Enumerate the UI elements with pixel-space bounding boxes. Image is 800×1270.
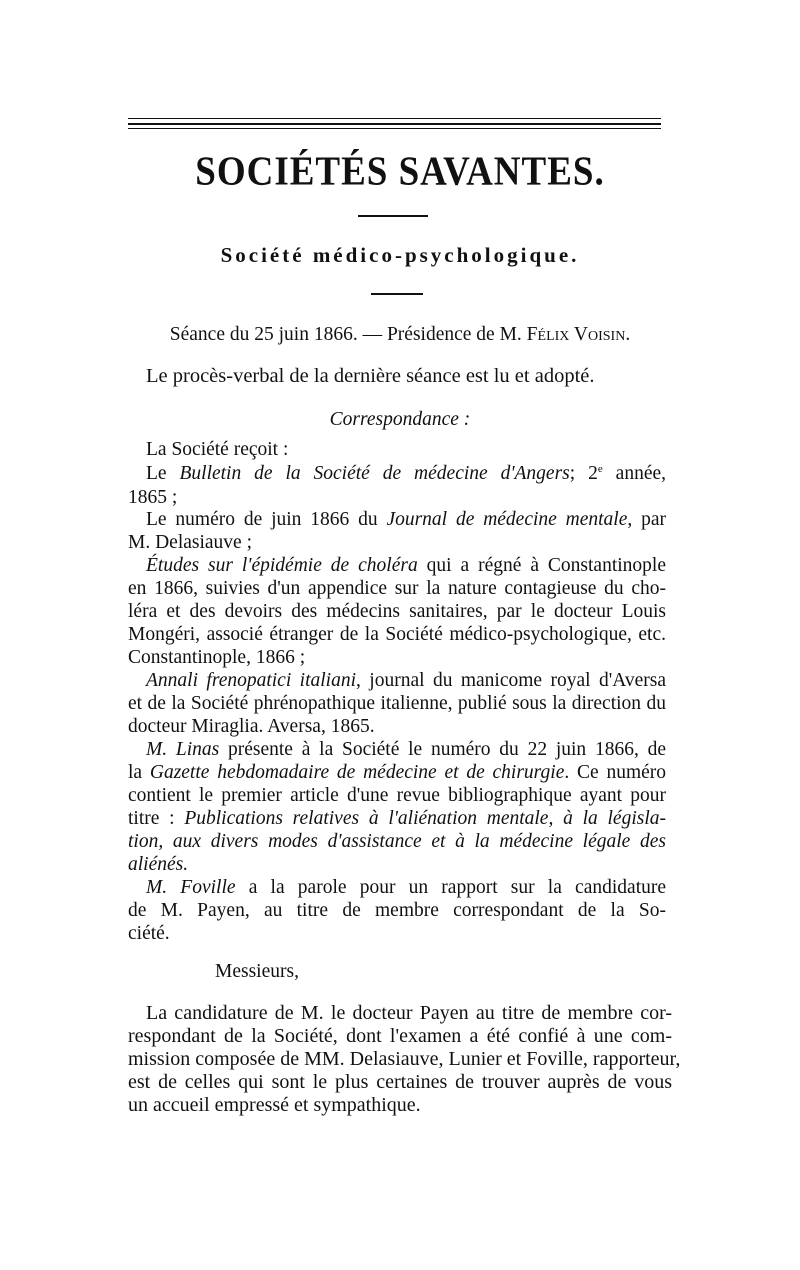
body-line: Études sur l'épidémie de choléra qui a régné à Constantinople <box>146 555 666 576</box>
salutation: Messieurs, <box>215 961 299 982</box>
section-title: SOCIÉTÉS SAVANTES. <box>195 148 605 195</box>
body-line: Le Bulletin de la Société de médecine d'Angers; 2e année, <box>146 463 667 484</box>
body-line: en 1866, suivies d'un appendice sur la nature contagieuse du cho- <box>128 578 666 599</box>
session-line: Séance du 25 juin 1866. — Présidence de M. Félix Voisin. <box>169 324 631 345</box>
top-rule <box>128 123 661 125</box>
top-rule <box>128 118 661 119</box>
body-line: Mongéri, associé étranger de la Société médico-psychologique, etc. <box>128 624 666 645</box>
body-line: ciété. <box>128 923 170 944</box>
report-line: un accueil empressé et sympathique. <box>128 1094 421 1116</box>
top-rule <box>128 128 661 129</box>
body-line: docteur Miraglia. Aversa, 1865. <box>128 716 375 737</box>
body-line: Le numéro de juin 1866 du Journal de médecine mentale, par <box>146 509 667 530</box>
intro-paragraph: Le procès-verbal de la dernière séance est lu et adopté. <box>146 365 595 387</box>
society-title: Société médico-psychologique. <box>220 243 580 267</box>
body-line: Annali frenopatici italiani, journal du manicome royal d'Aversa <box>146 670 667 691</box>
president-name: Félix Voisin <box>526 324 626 345</box>
divider <box>371 293 423 295</box>
body-line: Constantinople, 1866 ; <box>128 647 306 668</box>
divider <box>358 215 428 217</box>
body-line: M. Delasiauve ; <box>128 532 253 553</box>
body-line: léra et des devoirs des médecins sanitaires, par le docteur Louis <box>128 601 666 622</box>
body-line: La Société reçoit : <box>146 439 289 460</box>
report-line: mission composée de MM. Delasiauve, Lunier et Foville, rapporteur, <box>128 1048 681 1070</box>
body-line: contient le premier article d'une revue bibliographique ayant pour <box>128 785 666 806</box>
body-line: titre : Publications relatives à l'aliénation mentale, à la législa- <box>128 808 666 829</box>
body-line: tion, aux divers modes d'assistance et à la médecine légale des <box>128 831 666 852</box>
body-line: M. Linas présente à la Société le numéro du 22 juin 1866, de <box>146 739 666 760</box>
body-line: et de la Société phrénopathique italienne, publié sous la direction du <box>128 693 666 714</box>
body-line: M. Foville a la parole pour un rapport sur la candidature <box>146 877 667 898</box>
body-line: 1865 ; <box>128 487 178 508</box>
body-line: aliénés. <box>128 854 189 875</box>
body-line: la Gazette hebdomadaire de médecine et de chirurgie. Ce numéro <box>128 762 667 783</box>
report-line: respondant de la Société, dont l'examen a été confié à une com- <box>128 1025 672 1047</box>
report-line: est de celles qui sont le plus certaines de trouver auprès de vous <box>128 1071 672 1093</box>
body-line: de M. Payen, au titre de membre correspondant de la So- <box>128 900 666 921</box>
correspondance-heading: Correspondance : <box>329 409 471 430</box>
report-line: La candidature de M. le docteur Payen au titre de membre cor- <box>146 1002 672 1024</box>
